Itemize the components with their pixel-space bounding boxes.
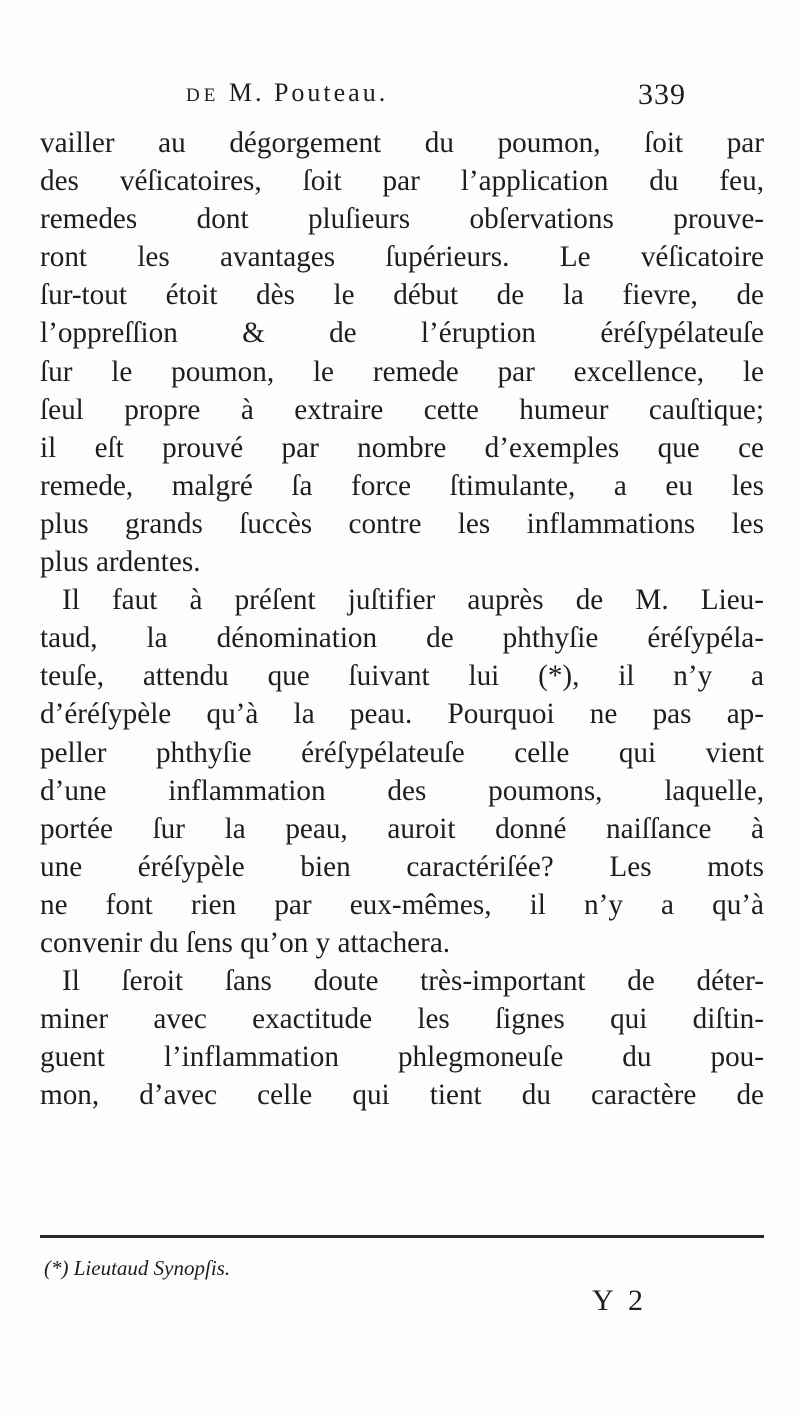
footnote-marker: (*) bbox=[44, 1256, 69, 1280]
text-line: Il ſeroit ſans doute très-important de déter- bbox=[62, 965, 764, 998]
page-number: 339 bbox=[638, 78, 686, 111]
text-line: ſur-tout étoit dès le début de la fievre, de bbox=[40, 279, 764, 312]
text-line: guent l’inflammation phlegmoneuſe du pou- bbox=[40, 1041, 764, 1074]
text-line: remedes dont pluſieurs obſervations prouve- bbox=[40, 203, 764, 236]
text-line: l’oppreſſion & de l’éruption éréſypélateuſe bbox=[40, 317, 764, 350]
text-line: remede, malgré ſa force ſtimulante, a eu les bbox=[40, 469, 764, 502]
body-text bbox=[40, 124, 764, 1114]
text-line: taud, la dénomination de phthyſie éréſypéla- bbox=[40, 622, 764, 655]
text-line: vailler au dégorgement du poumon, ſoit par bbox=[40, 127, 764, 159]
text-line: plus grands ſuccès contre les inflammations les bbox=[40, 507, 764, 540]
text-line: miner avec exactitude les ſignes qui diſtin- bbox=[40, 1003, 764, 1036]
text-line: peller phthyſie éréſypélateuſe celle qui vient bbox=[40, 736, 764, 769]
text-line: ne font rien par eux-mêmes, il n’y a qu’à bbox=[40, 888, 764, 921]
running-head-prefix: DE bbox=[186, 85, 220, 106]
text-line: portée ſur la peau, auroit donné naiſſance à bbox=[40, 812, 764, 845]
running-head-title bbox=[186, 78, 388, 108]
footnote-text: Lieutaud Synopſis. bbox=[73, 1256, 231, 1280]
running-head-author: M. Pouteau. bbox=[228, 78, 389, 107]
text-line: convenir du ſens qu’on y attachera. bbox=[40, 926, 451, 959]
text-line: plus ardentes. bbox=[40, 546, 201, 579]
text-line: ſeul propre à extraire cette humeur cauſtique; bbox=[40, 393, 764, 426]
text-line: Il faut à préſent juſtifier auprès de M. Lieu- bbox=[62, 584, 764, 617]
text-line: une éréſypèle bien caractériſée? Les mots bbox=[40, 850, 764, 883]
footnote-rule bbox=[40, 1235, 764, 1238]
text-line: ſur le poumon, le remede par excellence, le bbox=[40, 355, 764, 388]
text-line: d’une inflammation des poumons, laquelle, bbox=[40, 774, 764, 807]
text-line: mon, d’avec celle qui tient du caractère de bbox=[40, 1079, 764, 1112]
running-head bbox=[186, 78, 686, 114]
text-line: d’éréſypèle qu’à la peau. Pourquoi ne pas ap- bbox=[40, 698, 764, 731]
text-line: ront les avantages ſupérieurs. Le véſicatoire bbox=[40, 241, 764, 274]
text-line: il eſt prouvé par nombre d’exemples que ce bbox=[40, 431, 764, 464]
text-line: teuſe, attendu que ſuivant lui (*), il n’y a bbox=[40, 660, 764, 693]
signature-mark: Y 2 bbox=[592, 1284, 648, 1317]
footnote bbox=[44, 1256, 230, 1281]
text-line: des véſicatoires, ſoit par l’application du feu, bbox=[40, 165, 764, 198]
